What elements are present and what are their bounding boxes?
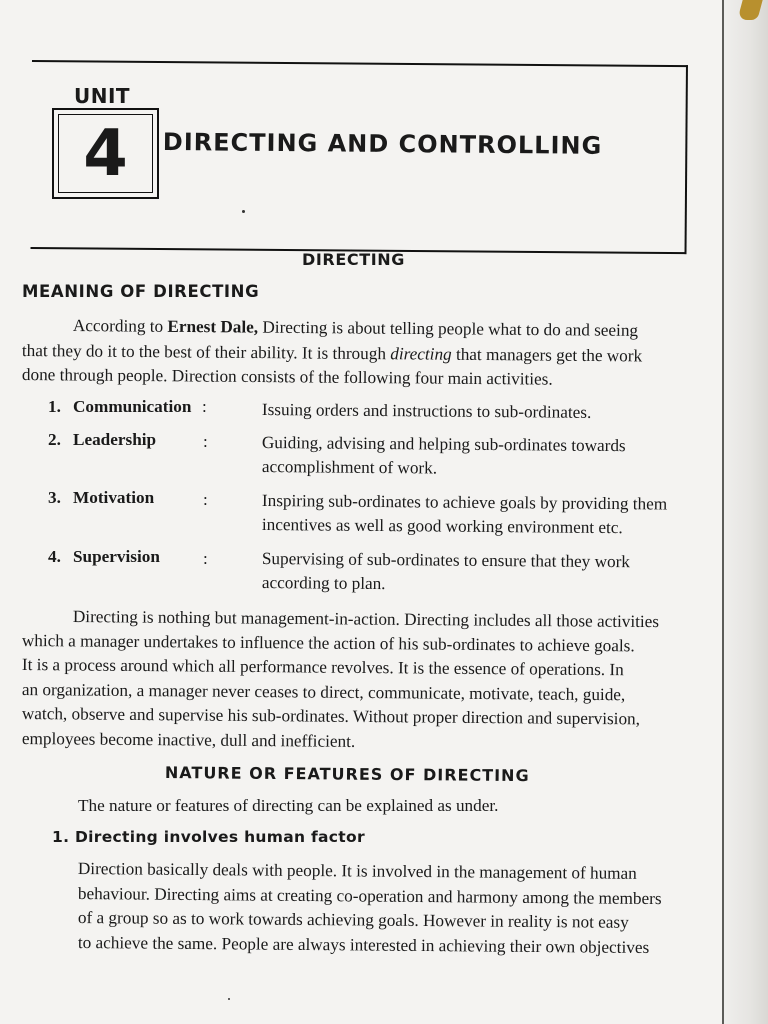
meaning-heading: MEANING OF DIRECTING [22, 282, 260, 301]
activity-name: Supervision [73, 547, 160, 566]
activity-name: Communication [73, 397, 192, 416]
feature-1-line: Direction basically deals with people. It is involved in the management of human [77, 859, 637, 883]
feature-1-heading: 1. Directing involves human factor [52, 828, 365, 846]
paragraph-2-line: employees become inactive, dull and inefficient. [21, 729, 356, 751]
activity-number: 4. [48, 547, 61, 566]
activity-desc: incentives as well as good working environment etc. [261, 515, 623, 538]
activity-desc: Guiding, advising and helping sub-ordinates towards [261, 433, 626, 456]
activity-colon: : [202, 397, 207, 416]
feature-1-line: to achieve the same. People are always interested in achieving their own objectives [77, 933, 650, 957]
activity-colon: : [203, 549, 208, 568]
activity-desc: accomplishment of work. [261, 457, 438, 478]
paragraph-2-line: an organization, a manager never ceases to direct, communicate, motivate, teach, guide, [21, 680, 626, 705]
activity-desc: Supervising of sub-ordinates to ensure that they work [261, 549, 631, 572]
section-heading: DIRECTING [302, 250, 406, 269]
activity-number: 3. [48, 488, 61, 507]
activity-colon: : [203, 490, 208, 509]
page-edge [722, 0, 768, 1024]
paragraph-2-line: Directing is nothing but management-in-action. Directing includes all those activities [72, 607, 660, 632]
activity-name: Leadership [73, 430, 157, 449]
intro-line-1-pre: According to [72, 316, 168, 336]
unit-number: 4 [83, 116, 128, 191]
paragraph-2-line: which a manager undertakes to influence the action of his sub-ordinates to achieve goals. [21, 631, 635, 656]
activity-colon: : [203, 432, 208, 451]
activity-number: 1. [48, 397, 61, 416]
intro-line-3: done through people. Direction consists of the following four main activities. [21, 365, 553, 389]
page-crease [722, 0, 724, 1024]
chapter-title: DIRECTING AND CONTROLLING [162, 128, 603, 160]
intro-line-2 [22, 342, 642, 365]
intro-line-1 [73, 317, 638, 339]
intro-italic: directing [390, 344, 452, 364]
unit-label: UNIT [74, 84, 131, 108]
speck [228, 998, 230, 1000]
intro-line-1-post: Directing is about telling people what to do and seeing [258, 317, 639, 340]
activity-desc: Issuing orders and instructions to sub-ordinates. [261, 400, 592, 422]
speck [242, 210, 245, 213]
paragraph-2-line: It is a process around which all performance revolves. It is the essence of operations. In [21, 655, 624, 680]
intro-line-2-post: that managers get the work [451, 344, 643, 366]
activity-desc: according to plan. [261, 573, 386, 594]
feature-1-line: behaviour. Directing aims at creating co-operation and harmony among the members [77, 884, 662, 909]
activity-number: 2. [48, 430, 61, 449]
activity-desc: Inspiring sub-ordinates to achieve goals by providing them [261, 491, 668, 514]
unit-number-box [52, 108, 159, 199]
intro-line-2-pre: that they do it to the best of their ability. It is through [21, 341, 391, 364]
nature-heading: NATURE OR FEATURES OF DIRECTING [164, 763, 530, 786]
feature-1-line: of a group so as to work towards achieving goals. However in reality is not easy [77, 908, 629, 932]
paragraph-2-line: watch, observe and supervise his sub-ordinates. Without proper direction and supervision, [21, 704, 641, 729]
activity-name: Motivation [73, 488, 155, 507]
nature-intro: The nature or features of directing can be explained as under. [78, 796, 499, 815]
intro-author: Ernest Dale, [167, 316, 259, 337]
